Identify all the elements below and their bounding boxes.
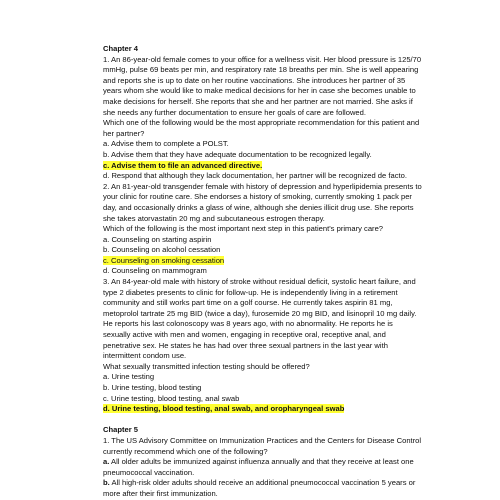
answer-option-correct bbox=[103, 256, 422, 267]
option-text: All older adults be immunized against influenza annually and that they receive at least one pneumococcal vaccination. bbox=[103, 457, 414, 477]
answer-option bbox=[103, 457, 422, 478]
chapter-4-heading: Chapter 4 bbox=[103, 44, 139, 53]
question-4-1-prompt: Which one of the following would be the most appropriate recommendation for this patient and her partner? bbox=[103, 118, 420, 138]
answer-option: b. Counseling on alcohol cessation bbox=[103, 245, 221, 255]
answer-option: a. Counseling on starting aspirin bbox=[103, 234, 212, 244]
option-text: All high-risk older adults should receive an additional pneumococcal vaccination 5 years or more after their first immunization. bbox=[103, 478, 416, 498]
section-spacer bbox=[103, 415, 422, 426]
answer-option-correct bbox=[103, 161, 422, 172]
question-4-3-stem: 3. An 84-year-old male with history of stroke without residual deficit, systolic heart failure, and type 2 diabetes presents to clinic for follow-up. He is independently living in a retirement community and still works part time on a golf course. He currently takes aspirin 81 mg, metoprolol tartrate 25 mg BID (twice a day), furosemide 20 mg BID, and lisinopril 10 mg daily. He reports his last colonoscopy was 8 years ago, with no abnormality. He reports he is sexually active with men and women, engaging in receptive oral, receptive anal, and penetrative sex. He states he has had over three sexual partners in the last year with intermittent condom use. bbox=[103, 277, 417, 361]
question-4-2-stem: 2. An 81-year-old transgender female with history of depression and hyperlipidemia presents to your clinic for routine care. She endorses a history of smoking, currently smoking 1 pack per day, and occasionally drinks a glass of wine, although she denies illicit drug use. She reports she takes atorvastatin 20 mg and subcutaneous estrogen therapy. bbox=[103, 181, 422, 223]
option-letter: b. bbox=[103, 478, 110, 488]
question-4-3-prompt: What sexually transmitted infection testing should be offered? bbox=[103, 361, 310, 371]
highlighted-answer: d. Urine testing, blood testing, anal swab, and oropharyngeal swab bbox=[103, 404, 345, 414]
answer-option: d. Respond that although they lack documentation, her partner will be recognized de facto. bbox=[103, 171, 407, 181]
chapter-5-heading: Chapter 5 bbox=[103, 425, 139, 435]
answer-option bbox=[103, 478, 422, 499]
question-4-1-stem: 1. An 86-year-old female comes to your office for a wellness visit. Her blood pressure is 125/70 mmHg, pulse 69 beats per min, and respiratory rate 18 breaths per min. She is well appearing and reports she is up to date on her routine vaccinations. She introduces her partner of 35 years whom she would like to make medical decisions for her in case she becomes unable to make decisions for herself. She reports that she and her partner are not married. She asks if she needs any further documentation to ensure her goals of care are followed. bbox=[103, 54, 422, 117]
highlighted-answer: c. Advise them to file an advanced directive. bbox=[103, 160, 263, 170]
highlighted-answer: c. Counseling on smoking cessation bbox=[103, 255, 225, 265]
answer-option: b. Urine testing, blood testing bbox=[103, 383, 202, 392]
answer-option-correct bbox=[103, 404, 422, 415]
answer-option: a. Urine testing bbox=[103, 372, 155, 382]
answer-option: b. Advise them that they have adequate documentation to be recognized legally. bbox=[103, 149, 372, 159]
option-letter: a. bbox=[103, 457, 110, 467]
answer-option: c. Urine testing, blood testing, anal swab bbox=[103, 393, 240, 403]
question-4-2-prompt: Which of the following is the most important next step in this patient's primary care? bbox=[103, 224, 384, 234]
answer-option: a. Advise them to complete a POLST. bbox=[103, 139, 229, 149]
question-5-1-stem: 1. The US Advisory Committee on Immunization Practices and the Centers for Disease Control currently recommend which one of the following? bbox=[103, 435, 422, 456]
answer-option: d. Counseling on mammogram bbox=[103, 266, 207, 276]
